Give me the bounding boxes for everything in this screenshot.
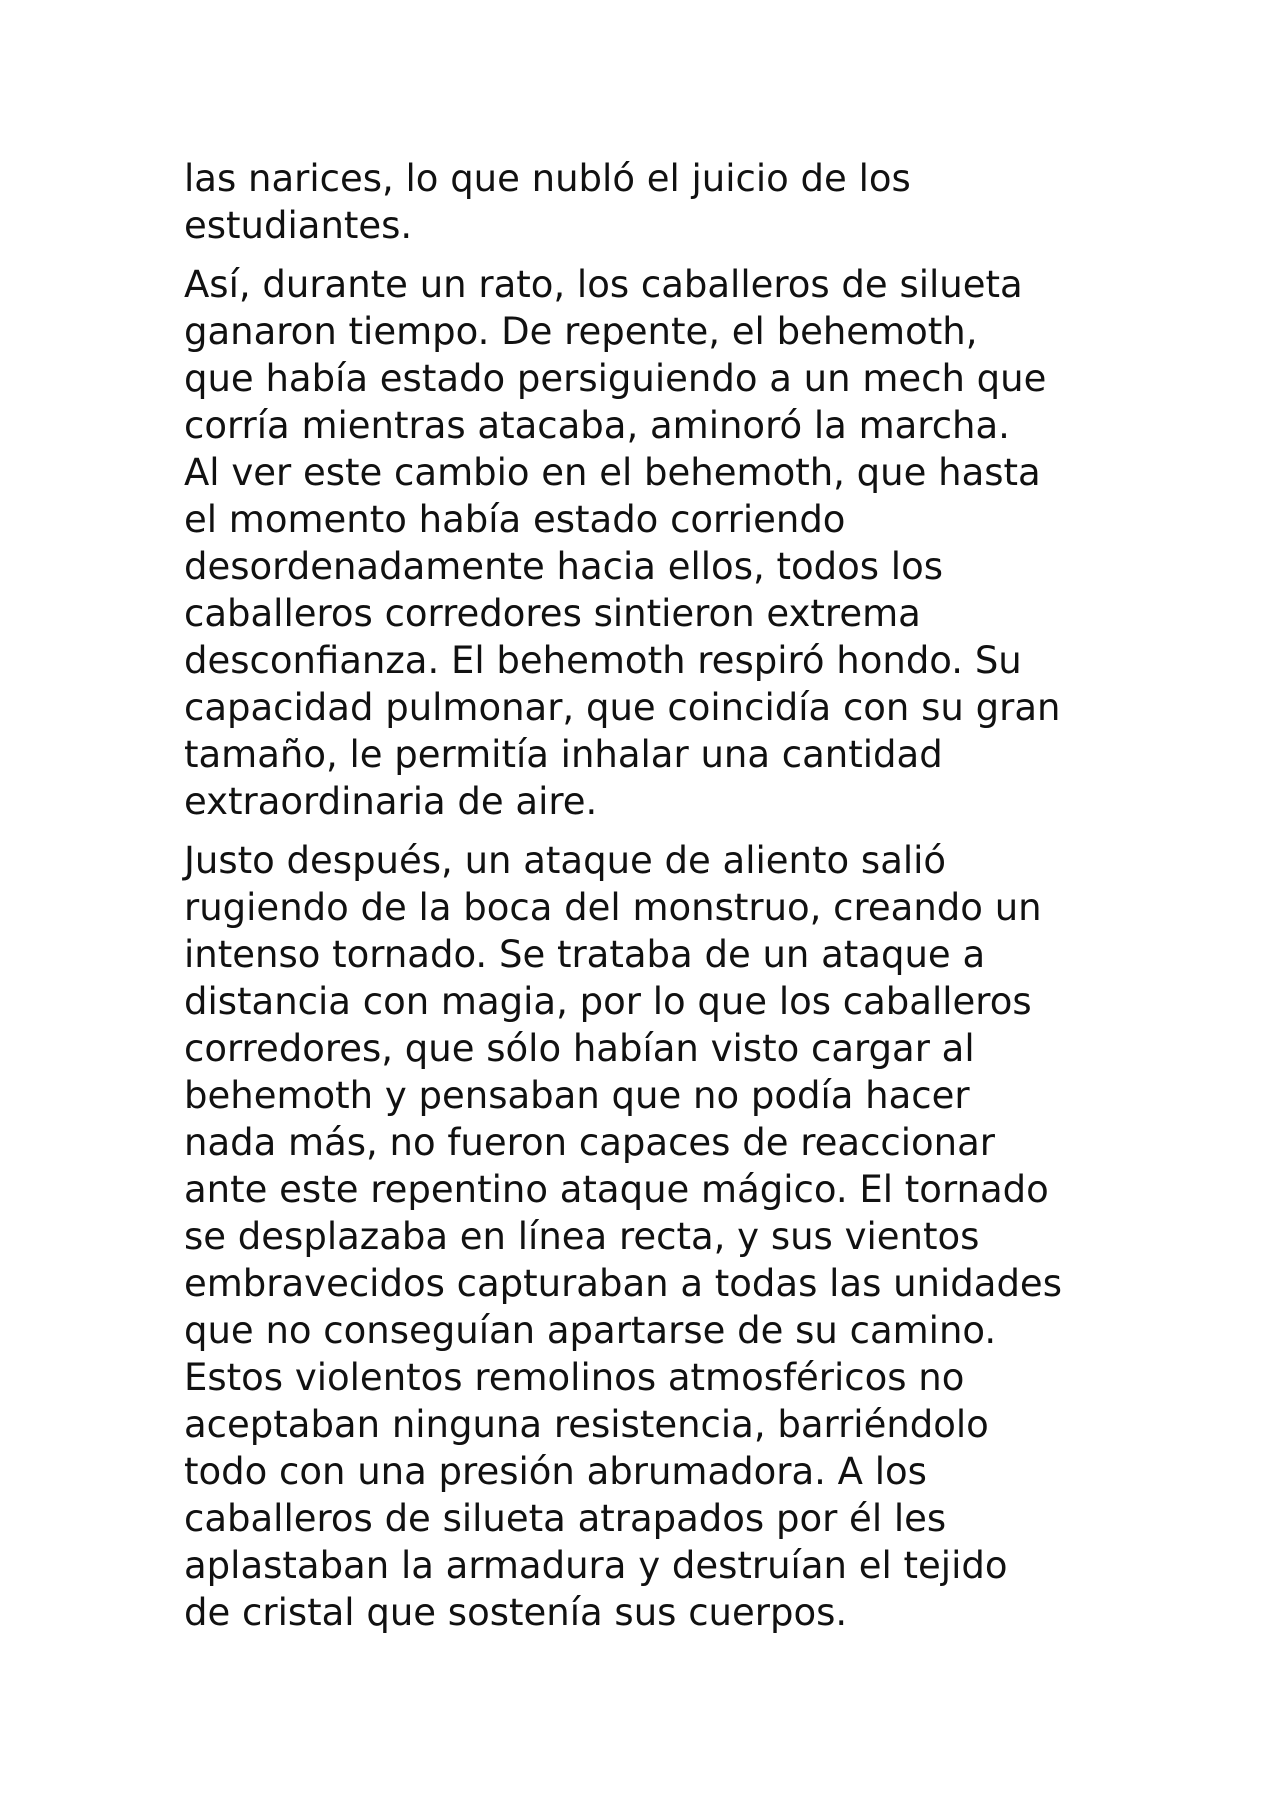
text-line: tamaño, le permitía inhalar una cantidad <box>184 733 943 776</box>
text-line: corría mientras atacaba, aminoró la marcha. <box>184 404 1010 447</box>
text-line: Justo después, un ataque de aliento salió <box>184 839 947 882</box>
text-line: Al ver este cambio en el behemoth, que hasta <box>184 451 1041 494</box>
paragraph-2 <box>184 261 1124 825</box>
text-line: las narices, lo que nubló el juicio de los <box>184 157 911 200</box>
text-line: Así, durante un rato, los caballeros de silueta <box>184 263 1023 306</box>
text-line: behemoth y pensaban que no podía hacer <box>184 1074 970 1117</box>
text-line: nada más, no fueron capaces de reaccionar <box>184 1121 996 1164</box>
text-line: desconfianza. El behemoth respiró hondo. Su <box>184 639 1022 682</box>
text-line: caballeros corredores sintieron extrema <box>184 592 921 635</box>
text-line: distancia con magia, por lo que los caballeros <box>184 980 1032 1023</box>
text-line: corredores, que sólo habían visto cargar al <box>184 1027 975 1070</box>
document-page <box>184 155 1124 1648</box>
text-line: extraordinaria de aire. <box>184 780 598 823</box>
text-line: se desplazaba en línea recta, y sus vientos <box>184 1215 980 1258</box>
text-line: desordenadamente hacia ellos, todos los <box>184 545 943 588</box>
text-line: aceptaban ninguna resistencia, barriéndolo <box>184 1403 989 1446</box>
text-line: intenso tornado. Se trataba de un ataque a <box>184 933 986 976</box>
text-line: ganaron tiempo. De repente, el behemoth, <box>184 310 978 353</box>
text-line: que no conseguían apartarse de su camino. <box>184 1309 997 1352</box>
text-line: Estos violentos remolinos atmosféricos no <box>184 1356 965 1399</box>
text-line: capacidad pulmonar, que coincidía con su gran <box>184 686 1061 729</box>
text-line: aplastaban la armadura y destruían el tejido <box>184 1544 1008 1587</box>
text-line: todo con una presión abrumadora. A los <box>184 1450 927 1493</box>
text-line: de cristal que sostenía sus cuerpos. <box>184 1591 848 1634</box>
text-line: embravecidos capturaban a todas las unidades <box>184 1262 1062 1305</box>
text-line: caballeros de silueta atrapados por él les <box>184 1497 947 1540</box>
text-line: estudiantes. <box>184 204 413 247</box>
text-line: el momento había estado corriendo <box>184 498 846 541</box>
paragraph-3 <box>184 837 1124 1636</box>
paragraph-1 <box>184 155 1124 249</box>
text-line: ante este repentino ataque mágico. El tornado <box>184 1168 1049 1211</box>
text-line: que había estado persiguiendo a un mech que <box>184 357 1047 400</box>
text-line: rugiendo de la boca del monstruo, creando un <box>184 886 1042 929</box>
